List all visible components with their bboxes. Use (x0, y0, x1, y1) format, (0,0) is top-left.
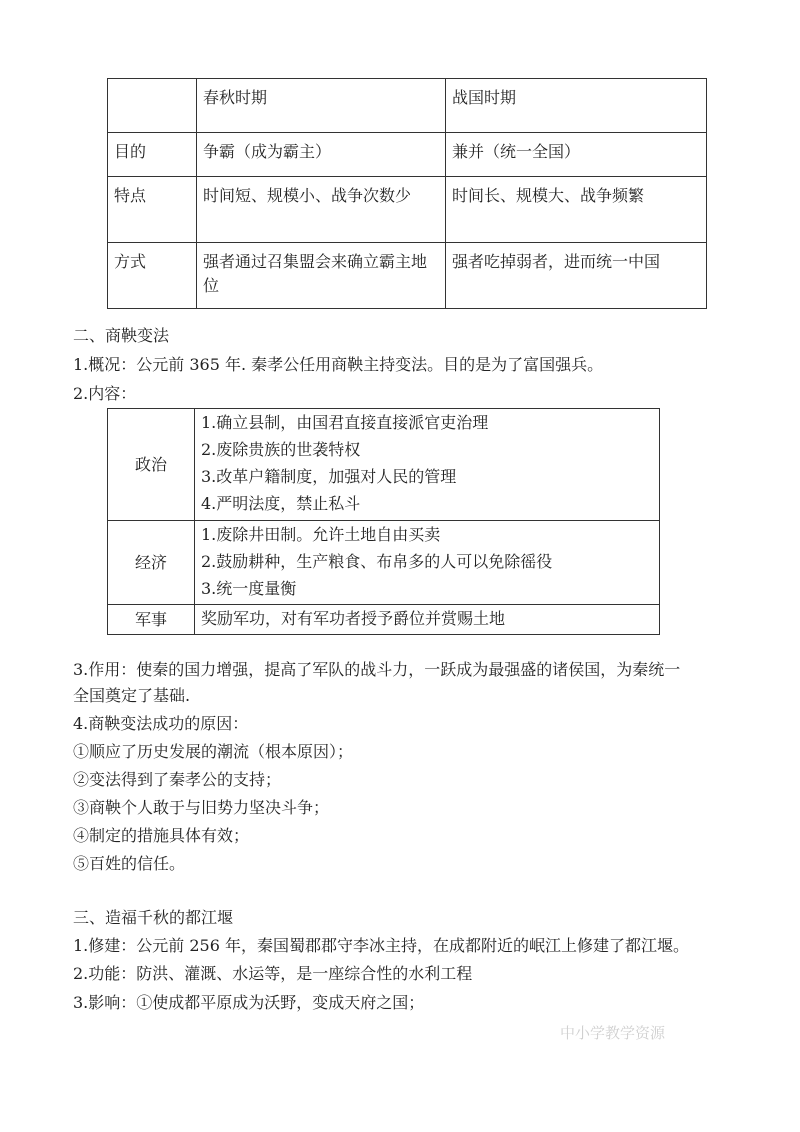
content-label: 2.内容： (73, 384, 137, 403)
item-list (195, 521, 660, 605)
row-label: 方式 (108, 243, 197, 309)
list-item: 2.废除贵族的世袭特权 (201, 440, 361, 459)
table-row (108, 177, 707, 243)
table-row-military (108, 605, 660, 635)
comparison-table (107, 78, 707, 309)
table-header-row (108, 79, 707, 133)
list-item: 3.改革户籍制度，加强对人民的管理 (201, 467, 457, 486)
list-item: 1.废除井田制。允许土地自由买卖 (201, 525, 441, 544)
list-item: 3.统一度量衡 (201, 579, 297, 598)
category-label: 政治 (108, 409, 195, 521)
table-cell: 兼并（统一全国） (446, 133, 707, 177)
effects-line: 全国奠定了基础. (73, 686, 191, 705)
list-item: 2.鼓励耕种，生产粮食、布帛多的人可以免除徭役 (201, 552, 553, 571)
item-list (195, 409, 660, 521)
list-item: ③商鞅个人敢于与旧势力坚决斗争； (73, 798, 330, 817)
section-heading: 二、商鞅变法 (73, 326, 170, 345)
table-row-politics (108, 409, 660, 521)
table-header-cell: 春秋时期 (197, 79, 446, 133)
table-cell: 强者吃掉弱者，进而统一中国 (446, 243, 707, 309)
list-item: 奖励军功，对有军功者授予爵位并赏赐土地 (201, 609, 506, 628)
category-label: 经济 (108, 521, 195, 605)
table-row (108, 243, 707, 309)
section-heading: 三、造福千秋的都江堰 (73, 908, 234, 927)
row-label: 特点 (108, 177, 197, 243)
list-item: 4.严明法度，禁止私斗 (201, 494, 361, 513)
table-cell: 时间短、规模小、战争次数少 (197, 177, 446, 243)
watermark: 中小学教学资源 (560, 1024, 666, 1042)
function-line: 2.功能：防洪、灌溉、水运等，是一座综合性的水利工程 (73, 964, 473, 983)
list-item: ①顺应了历史发展的潮流（根本原因）； (73, 742, 354, 761)
table-header-cell (108, 79, 197, 133)
list-item: 1.确立县制，由国君直接直接派官吏治理 (201, 413, 489, 432)
effects-line: 3.作用：使秦的国力增强，提高了军队的战斗力，一跃成为最强盛的诸侯国，为秦统一 (73, 660, 681, 679)
list-item: ④制定的措施具体有效； (73, 826, 250, 845)
table-cell: 强者通过召集盟会来确立霸主地位 (197, 243, 446, 309)
table-cell: 争霸（成为霸主） (197, 133, 446, 177)
table-cell: 时间长、规模大、战争频繁 (446, 177, 707, 243)
reasons-heading: 4.商鞅变法成功的原因： (73, 714, 249, 733)
construction-line: 1.修建：公元前 256 年，秦国蜀郡郡守李冰主持，在成都附近的岷江上修建了都江堰。 (73, 936, 689, 955)
reform-content-table (107, 408, 660, 635)
impact-line: 3.影响：①使成都平原成为沃野，变成天府之国； (73, 993, 425, 1012)
item-list (195, 605, 660, 635)
category-label: 军事 (108, 605, 195, 635)
table-row (108, 133, 707, 177)
table-header-cell: 战国时期 (446, 79, 707, 133)
list-item: ②变法得到了秦孝公的支持； (73, 770, 282, 789)
table-row-economy (108, 521, 660, 605)
list-item: ⑤百姓的信任。 (73, 854, 186, 873)
overview-line: 1.概况：公元前 365 年. 秦孝公任用商鞅主持变法。目的是为了富国强兵。 (73, 355, 604, 374)
row-label: 目的 (108, 133, 197, 177)
